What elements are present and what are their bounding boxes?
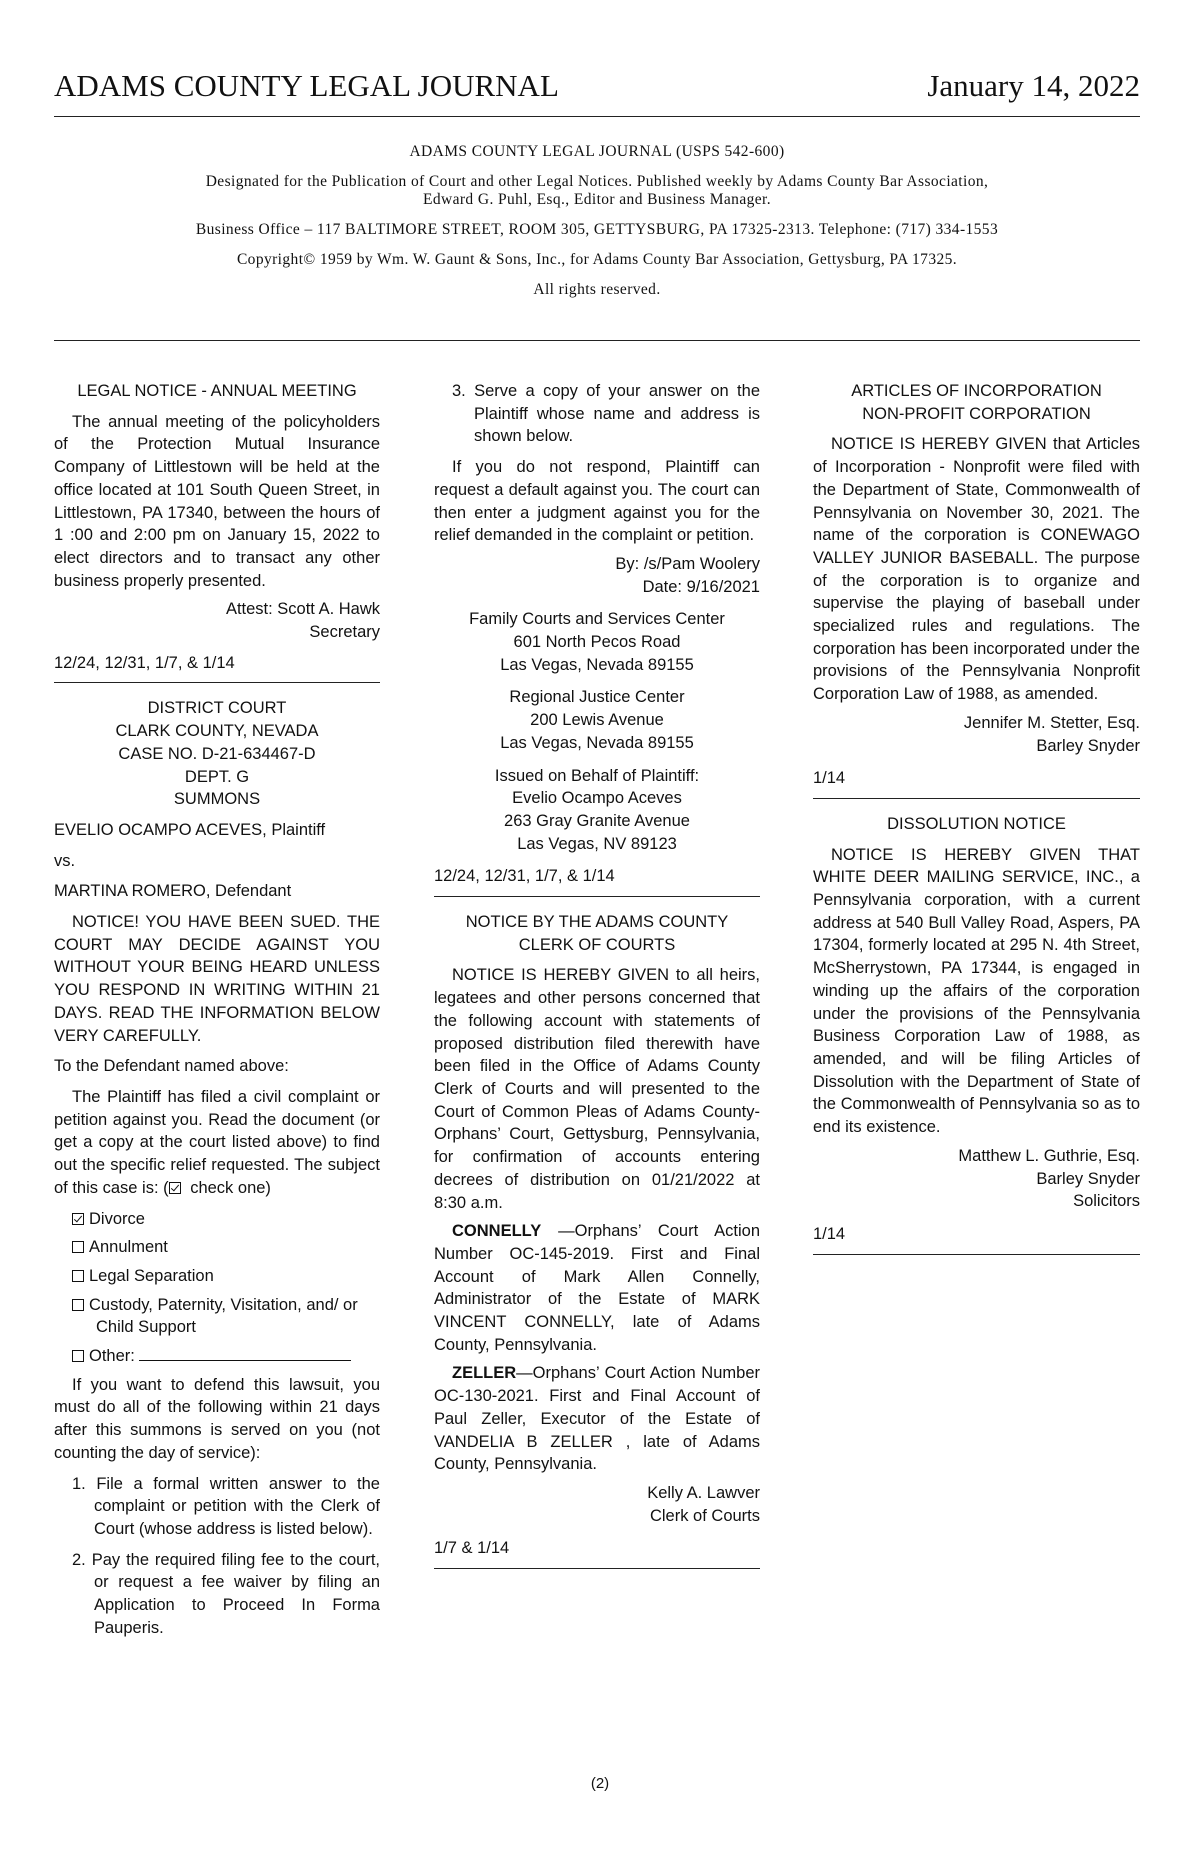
annual-meeting-attest-title: Secretary [309,623,380,642]
option-other [54,1345,380,1368]
other-blank-line [139,1346,351,1361]
summons-complaint-text [54,1086,380,1200]
option-label: Annulment [89,1238,168,1257]
summons-step-1: 1. File a formal written answer to the complaint or petition with the Clerk of Court (whose address is listed below). [72,1474,380,1538]
annual-meeting-heading: LEGAL NOTICE - ANNUAL MEETING [77,382,357,400]
complaint-text: The Plaintiff has filed a civil complaint or petition against you. Read the document (or get a copy at the court listed above) to find out the specific relief requested. The subject of this case is: ( [54,1087,380,1197]
dissolution-role: Solicitors [1073,1192,1140,1211]
column-1 [54,380,380,1647]
publication-line-editor: Edward G. Puhl, Esq., Editor and Business Manager. [422,191,772,208]
summons-defendant: MARTINA ROMERO, Defendant [54,882,292,901]
publication-line-rights: All rights reserved. [533,281,661,298]
summons-step-3: 3. Serve a copy of your answer on the Plaintiff whose name and address is shown below. [452,382,760,446]
clerk-notice-heading: NOTICE BY THE ADAMS COUNTY [465,913,729,932]
column-3 [813,380,1140,1269]
entry-text: —Orphans’ Court Action Number OC-130-2021. First and Final Account of Paul Zeller, Executor of the Estate of VANDELIA B ZELLER , late of Adams County, Pennsylvania. [434,1364,760,1474]
clerk-signer: Kelly A. Lawver [647,1483,760,1502]
clerk-notice-heading-2: CLERK OF COURTS [518,935,676,954]
publication-line-usps: ADAMS COUNTY LEGAL JOURNAL (USPS 542-600) [409,143,785,160]
option-legal-separation [54,1265,380,1288]
checkbox-checked-icon [169,1182,181,1194]
incorporation-firm: Barley Snyder [1036,736,1140,755]
checkbox-empty-icon [72,1270,84,1282]
address-line: Family Courts and Services Center [469,610,725,629]
summons-step-2: 2. Pay the required filing fee to the court, or request a fee waiver by filing an Application to Proceed In Forma Pauperis. [72,1550,380,1637]
summons-dept: DEPT. G [184,767,250,786]
publication-line-designated: Designated for the Publication of Court and other Legal Notices. Published weekly by Adams County Bar Association, [205,173,989,190]
summons-date: Date: 9/16/2021 [642,577,760,596]
dissolution-dates: 1/14 [813,1224,846,1243]
address-line: Las Vegas, Nevada 89155 [500,733,694,752]
summons-by: By: /s/Pam Woolery [615,554,760,573]
incorporation-heading: ARTICLES OF INCORPORATION [851,382,1102,400]
option-label: Other: [89,1347,135,1366]
divider [813,1254,1140,1255]
publication-line-copyright: Copyright© 1959 by Wm. W. Gaunt & Sons, Inc., for Adams County Bar Association, Gettysburg, PA 17325. [236,251,958,268]
check-one-text: check one) [185,1178,271,1197]
option-label: Legal Separation [89,1266,214,1285]
clerk-notice-dates: 1/7 & 1/14 [434,1539,510,1558]
checkbox-empty-icon [72,1350,84,1362]
clerk-signer-title: Clerk of Courts [649,1506,760,1525]
divider [54,682,380,683]
masthead [54,58,1140,117]
issue-date: January 14, 2022 [927,68,1140,103]
address-line: Issued on Behalf of Plaintiff: [494,766,700,785]
annual-meeting-dates: 12/24, 12/31, 1/7, & 1/14 [54,653,235,672]
page-number: (2) [590,1775,610,1792]
incorporation-heading-2: NON-PROFIT CORPORATION [862,404,1091,423]
entry-name: CONNELLY [452,1222,542,1241]
annual-meeting-attest: Attest: Scott A. Hawk [225,600,380,619]
column-2 [434,380,760,1583]
summons-title: SUMMONS [173,790,261,809]
incorporation-signer: Jennifer M. Stetter, Esq. [963,713,1140,732]
entry-name: ZELLER [452,1364,517,1383]
summons-defend-text: If you want to defend this lawsuit, you must do all of the following within 21 days after this summons is served on you (not counting the day of service): [54,1375,380,1462]
summons-notice: NOTICE! YOU HAVE BEEN SUED. THE COURT MAY DECIDE AGAINST YOU WITHOUT YOUR BEING HEARD UNLESS YOU RESPOND IN WRITING WITHIN 21 DAYS. READ THE INFORMATION BELOW VERY CAREFULLY. [54,913,380,1045]
option-annulment [54,1236,380,1259]
summons-county: CLARK COUNTY, NEVADA [115,722,319,741]
incorporation-dates: 1/14 [813,769,846,788]
checkbox-empty-icon [72,1241,84,1253]
option-label: Custody, Paternity, Visitation, and/ or Child Support [89,1295,358,1337]
address-line: Evelio Ocampo Aceves [512,789,682,808]
publication-line-office: Business Office – 117 BALTIMORE STREET, ROOM 305, GETTYSBURG, PA 17325-2313. Telephone: (717) 334-1553 [195,221,999,238]
divider [434,896,760,897]
summons-case-number: CASE NO. D-21-634467-D [118,744,316,763]
summons-to-defendant: To the Defendant named above: [54,1057,289,1076]
summons-vs: vs. [54,851,76,870]
dissolution-firm: Barley Snyder [1036,1169,1140,1188]
clerk-entry-connelly [434,1220,760,1356]
option-label: Divorce [89,1209,145,1228]
divider [813,798,1140,799]
publication-info [54,118,1140,341]
checkbox-checked-icon [72,1213,84,1225]
address-line: Las Vegas, NV 89123 [517,834,677,853]
checkbox-empty-icon [72,1299,84,1311]
address-line: 601 North Pecos Road [513,633,681,652]
address-line: 200 Lewis Avenue [530,711,664,730]
summons-dates: 12/24, 12/31, 1/7, & 1/14 [434,867,615,886]
clerk-notice-body: NOTICE IS HEREBY GIVEN to all heirs, legatees and other persons concerned that the following account with statements of proposed distribution filed therewith have been filed in the Office of Adams County Clerk of Courts and will presented to the Court of Common Pleas of Adams County-Orphans’ Court, Gettysburg, Pennsylvania, for confirmation of accounts entering decrees of distribution on 01/21/2022 at 8:30 a.m. [434,966,760,1212]
dissolution-body: NOTICE IS HEREBY GIVEN THAT WHITE DEER MAILING SERVICE, INC., a Pennsylvania corporation, with a current address at 540 Bull Valley Road, Aspers, PA 17304, formerly located at 295 N. 4th Street, McSherrystown, PA 17344, is engaged in winding up the affairs of the corporation under the provisions of the Pennsylvania Business Corporation Law of 1988, as amended, and will be filing Articles of Dissolution with the Department of State of the Commonwealth of Pennsylvania so as to end its existence. [813,845,1140,1137]
annual-meeting-body: The annual meeting of the policyholders of the Protection Mutual Insurance Company of Littlestown will be held at the office located at 101 South Queen Street, in Littlestown, PA 17340, between the hours of 1 :00 and 2:00 pm on January 15, 2022 to elect directors and to transact any other business properly presented. [54,412,380,590]
clerk-entry-zeller [434,1362,760,1476]
address-line: Regional Justice Center [509,688,685,707]
address-line: Las Vegas, Nevada 89155 [500,655,694,674]
option-divorce [54,1208,380,1231]
summons-default-text: If you do not respond, Plaintiff can request a default against you. The court can then enter a judgment against you for the relief demanded in the complaint or petition. [434,458,760,545]
dissolution-heading: DISSOLUTION NOTICE [887,814,1066,833]
option-custody [54,1294,380,1339]
incorporation-body: NOTICE IS HEREBY GIVEN that Articles of Incorporation - Nonprofit were filed with the Department of State, Commonwealth of Pennsylvania on November 30, 2021. The name of the corporation is CONEWAGO VALLEY JUNIOR BASEBALL. The purpose of the corporation is to organize and supervise the playing of baseball under specialized rules and regulations. The corporation has been incorporated under the provisions of the Pennsylvania Nonprofit Corporation Law of 1988, as amended. [813,435,1140,704]
divider [434,1568,760,1569]
summons-plaintiff: EVELIO OCAMPO ACEVES, Plaintiff [54,820,326,839]
address-line: 263 Gray Granite Avenue [504,811,690,830]
journal-title: ADAMS COUNTY LEGAL JOURNAL [54,68,559,103]
summons-court: DISTRICT COURT [147,699,287,718]
dissolution-signer: Matthew L. Guthrie, Esq. [958,1146,1140,1165]
entry-text: —Orphans’ Court Action Number OC-145-2019. First and Final Account of Mark Allen Connelly, Administrator of the Estate of MARK VINCENT CONNELLY, late of Adams County, Pennsylvania. [434,1222,760,1354]
